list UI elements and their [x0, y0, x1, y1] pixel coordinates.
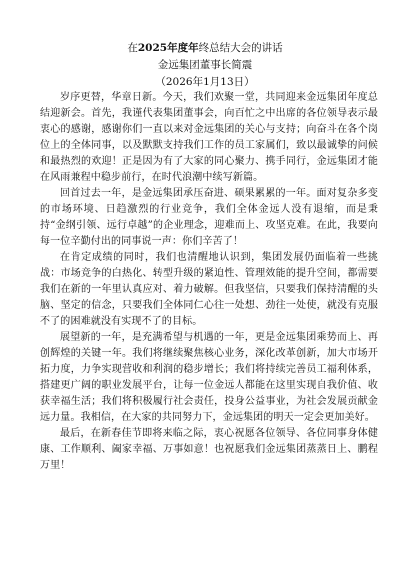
document-header [0, 40, 410, 90]
speech-body [40, 90, 378, 474]
title-suffix: 终总结大会的讲话 [198, 42, 283, 54]
paragraph-challenges: 在肯定成绩的同时，我们也清醒地认识到，集团发展仍面临着一些挑战：市场竞争的白热化、转型升级的紧迫性、管理效能的提升空间，都需要我们在新的一年里认真应对、着力破解。但我坚信，只要我们保持清醒的头脑、坚定的信念，只要我们全体同仁心往一处想、劲往一处使，就没有克服不了的困难就没有实现不了的目标。 [40, 252, 378, 327]
title-mid: 年度年 [167, 42, 199, 54]
title-year: 2025 [137, 42, 168, 54]
speaker-name: 金远集团董事长简震 [157, 59, 253, 71]
paragraph-review: 回首过去一年，是金远集团承压奋进、硕果累累的一年。面对复杂多变的市场环境、日趋激烈的行业竞争，我们全体金远人没有退缩，而是秉持“金纲引领、远行卓越”的企业理念，迎难而上、攻坚克难。在此，我要向每一位辛勤付出的同事说一声：你们辛苦了！ [40, 188, 378, 247]
speech-date: （2026年1月13日） [155, 76, 255, 88]
paragraph-closing: 最后，在新春佳节即将来临之际，衷心祝愿各位领导、各位同事身体健康、工作顺利、阖家幸福、万事如意！也祝愿我们金远集团蒸蒸日上、鹏程万里！ [40, 428, 378, 471]
title-prefix: 在 [127, 42, 138, 54]
paragraph-opening: 岁序更替，华章日新。今天，我们欢聚一堂，共同迎来金远集团年度总结迎新会。首先，我谨代表集团董事会，向百忙之中出席的各位领导表示最衷心的感谢，感谢你们一直以来对金远集团的关心与支持；向奋斗在各个岗位上的全体同事，以及默默支持我们工作的员工家属们，致以最诚挚的问候和最热烈的欢迎！正是因为有了大家的同心聚力、携手同行，金远集团才能在风雨兼程中稳步前行，在时代浪潮中续写新篇。 [40, 92, 378, 183]
paragraph-outlook: 展望新的一年，是充满希望与机遇的一年，更是金远集团乘势而上、再创辉煌的关键一年。我们将继续聚焦核心业务，深化改革创新，加大市场开拓力度，力争实现营收和利润的稳步增长；我们将持续完善员工福利体系，搭建更广阔的职业发展平台，让每一位金远人都能在这里实现自我价值、收获幸福生活；我们将积极履行社会责任，投身公益事业，为社会发展贡献金远力量。我相信，在大家的共同努力下，金远集团的明天一定会更加美好。 [40, 332, 378, 423]
speech-title [0, 40, 410, 56]
